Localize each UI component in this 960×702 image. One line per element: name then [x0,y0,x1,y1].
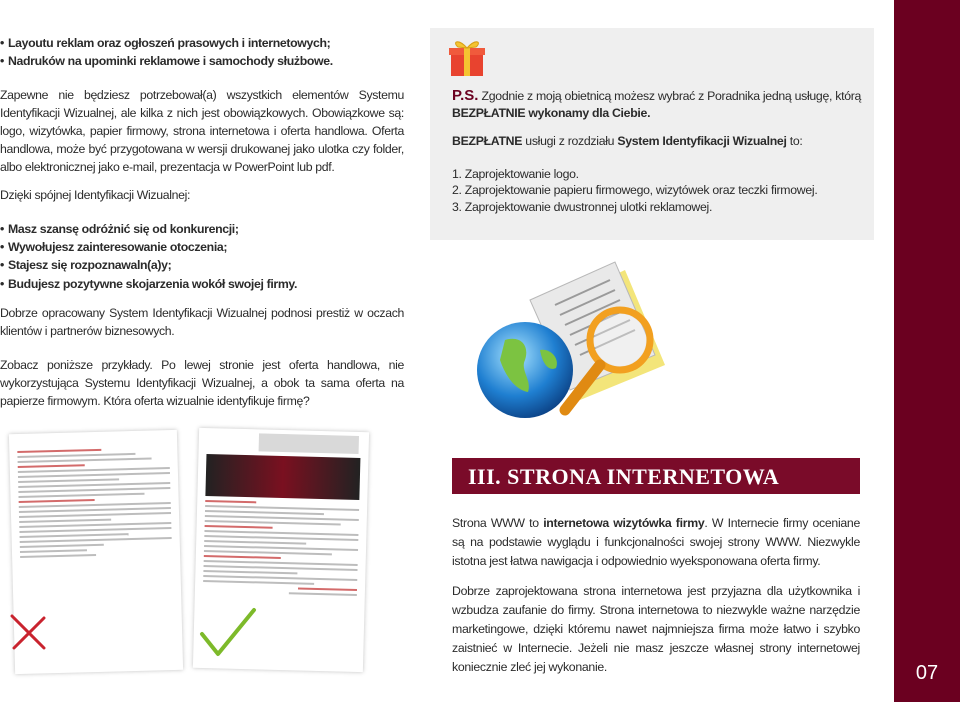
list-item: 3. Zaprojektowanie dwustronnej ulotki reklamowej. [452,199,713,214]
advantages-lead: Dzięki spójnej Identyfikacji Wizualnej: [0,188,191,202]
section-ref: System Identyfikacji Wizualnej [617,134,787,148]
check-mark-icon [198,606,258,660]
free-text: usługi z rozdziału [522,134,618,148]
ps-free-text: BEZPŁATNIE wykonamy dla Ciebie. [452,105,651,120]
ps-label: P.S. [452,87,479,104]
list-item: 2. Zaprojektowanie papieru firmowego, wizytówek oraz teczki firmowej. [452,183,818,197]
side-color-strip [894,0,960,702]
free-label: BEZPŁATNE [452,134,523,148]
free-text-end: to: [786,134,803,148]
top-bullet-list [0,34,333,70]
list-item: • Wywołujesz zainteresowanie otoczenia; [0,238,297,256]
ps-content [452,88,862,215]
intro-paragraph: Zapewne nie będziesz potrzebował(a) wszystkich elementów Systemu Identyfikacji Wizualnej, ale kilka z nich jest obowiązkowych. Obowiązkowe są: logo, wizytówka, papier firmowy, strona internetowa i oferta handlowa. Oferta handlowa, może być przygotowana w wersji drukowanej jako ulotka czy folder, albo elektronicznej jako e-mail, prezentacja w PowerPoint lub pdf. [0,88,404,174]
text-segment: . W Internecie firmy oceniane są na podstawie wyglądu i funkcjonalności swojej strony WWW. Niezwykle istotna jest łatwa nawigacja i odpowiednio wyeksponowana oferta firmy. [452,516,861,568]
ps-paragraph [452,88,862,121]
prestige-paragraph: Dobrze opracowany System Identyfikacji Wizualnej podnosi prestiż w oczach klientów i partnerów biznesowych. [0,306,404,338]
advantages-list [0,220,297,293]
website-paragraph-2: Dobrze zaprojektowana strona internetowa jest przyjazna dla użytkownika i wzbudza zaufanie do firmy. Strona internetowa to niezwykle ważne narzędzie marketingowe, dzięki któremu nawet najmniejsza firma może łatwo i szybko zaistnieć w Internecie. Jeżeli nie masz jeszcze własnej strony internetowej koniecznie zleć jej wykonanie. [452,584,860,674]
list-item: • Nadruków na upominki reklamowe i samochody służbowe. [0,52,333,70]
ps-service-list [452,166,862,216]
gift-icon [448,36,486,78]
text-segment: Strona WWW to [452,516,544,530]
website-paragraph-1 [452,514,860,571]
section-title-bar [452,458,860,494]
list-item: • Masz szansę odróżnić się od konkurencji; [0,220,297,238]
ps-text: Zgodnie z moją obietnicą możesz wybrać z Poradnika jedną usługę, którą [478,89,862,103]
bold-segment: internetowa wizytówka firmy [543,516,705,530]
globe-newspaper-magnifier-illustration [470,250,670,440]
section-title: III. STRONA INTERNETOWA [468,464,780,489]
ps-free-services [452,133,862,150]
page-number: 07 [915,662,939,684]
list-item: • Layoutu reklam oraz ogłoszeń prasowych i internetowych; [0,34,333,52]
list-item: 1. Zaprojektowanie logo. [452,166,579,181]
list-item: • Stajesz się rozpoznawaln(a)y; [0,256,297,274]
cross-mark-icon [8,612,48,652]
examples-paragraph: Zobacz poniższe przykłady. Po lewej stronie jest oferta handlowa, nie wykorzystująca Systemu Identyfikacji Wizualnej, a obok ta sama oferta na papierze firmowym. Która oferta wizualnie identyfikuje firmę? [0,358,404,408]
list-item: • Budujesz pozytywne skojarzenia wokół swojej firmy. [0,275,297,293]
